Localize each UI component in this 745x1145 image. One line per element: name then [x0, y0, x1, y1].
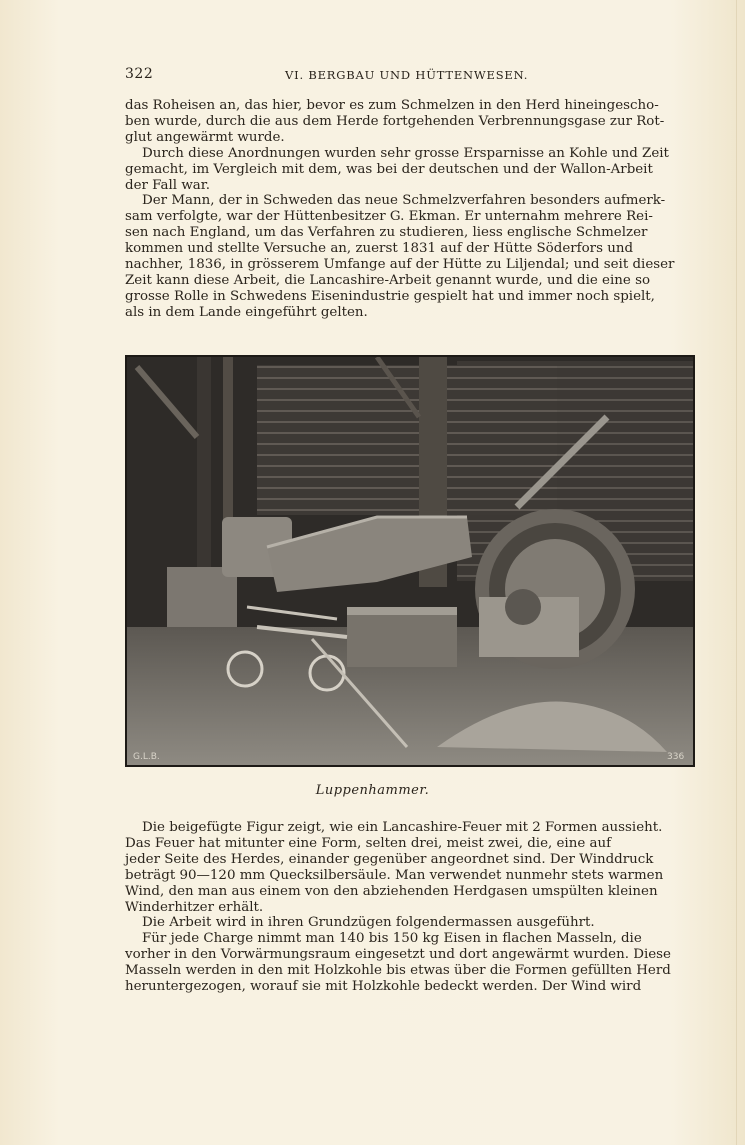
text-line: heruntergezogen, worauf sie mit Holzkohle bedeckt werden. Der Wind wird — [125, 979, 642, 995]
anvil-block — [347, 607, 457, 667]
text-line: Das Feuer hat mitunter eine Form, selten drei, meist zwei, die, eine auf — [125, 835, 612, 851]
text-line: Zeit kann diese Arbeit, die Lancashire-Arbeit genannt wurde, und die eine so — [125, 272, 651, 288]
text-block-top — [125, 98, 693, 321]
text-line: Winderhitzer erhält. — [125, 899, 264, 915]
text-line: ben wurde, durch die aus dem Herde fortgehenden Verbrennungsgase zur Rot- — [125, 113, 665, 129]
text-line: jeder Seite des Herdes, einander gegenüber angeordnet sind. Der Winddruck — [125, 851, 654, 867]
engraver-mark: G.L.B. — [133, 752, 160, 762]
text-line: Die Arbeit wird in ihren Grundzügen folgendermassen ausgeführt. — [142, 915, 595, 931]
text-line: sen nach England, um das Verfahren zu studieren, liess englische Schmelzer — [125, 225, 648, 241]
page-number: 322 — [125, 66, 154, 82]
plate-number: 336 — [667, 752, 685, 762]
text-line: gemacht, im Vergleich mit dem, was bei der deutschen und der Wallon-Arbeit — [125, 161, 653, 177]
text-line: kommen und stellte Versuche an, zuerst 1831 auf der Hütte Söderfors und — [125, 241, 634, 257]
figure-caption: Luppenhammer. — [315, 783, 430, 798]
text-line: vorher in den Vorwärmungsraum eingesetzt und dort angewärmt wurden. Diese — [125, 947, 671, 963]
page-edge — [736, 0, 737, 1145]
text-line: Für jede Charge nimmt man 140 bis 150 kg Eisen in flachen Masseln, die — [142, 931, 642, 947]
text-line: grosse Rolle in Schwedens Eisenindustrie gespielt hat und immer noch spielt, — [125, 288, 655, 304]
text-line: Der Mann, der in Schweden das neue Schmelzverfahren besonders aufmerk- — [142, 193, 666, 209]
text-line: Durch diese Anordnungen wurden sehr grosse Ersparnisse an Kohle und Zeit — [142, 145, 669, 161]
running-head: VI. BERGBAU UND HÜTTENWESEN. — [285, 68, 529, 82]
text-block-bottom — [125, 820, 693, 995]
text-line: Masseln werden in den mit Holzkohle bis etwas über die Formen gefüllten Herd — [125, 963, 671, 979]
text-line: Wind, den man aus einem von den abziehenden Herdgasen umspülten kleinen — [125, 883, 658, 899]
text-line: als in dem Lande eingeführt gelten. — [125, 304, 368, 320]
text-line: der Fall war. — [125, 177, 210, 193]
text-line: nachher, 1836, in grösserem Umfange auf der Hütte zu Liljendal; und seit dieser — [125, 257, 675, 273]
text-line: glut angewärmt wurde. — [125, 129, 285, 145]
text-line: sam verfolgte, war der Hüttenbesitzer G. Ekman. Er unternahm mehrere Rei- — [125, 209, 653, 225]
figure-luppenhammer — [125, 355, 695, 767]
page-header — [125, 66, 695, 84]
text-line: das Roheisen an, das hier, bevor es zum Schmelzen in den Herd hineingescho- — [125, 98, 659, 113]
text-line: beträgt 90—120 mm Quecksilbersäule. Man verwendet nunmehr stets warmen — [125, 867, 664, 883]
hammer-illustration — [127, 357, 693, 765]
text-line: Die beigefügte Figur zeigt, wie ein Lancashire-Feuer mit 2 Formen aussieht. — [142, 820, 663, 835]
